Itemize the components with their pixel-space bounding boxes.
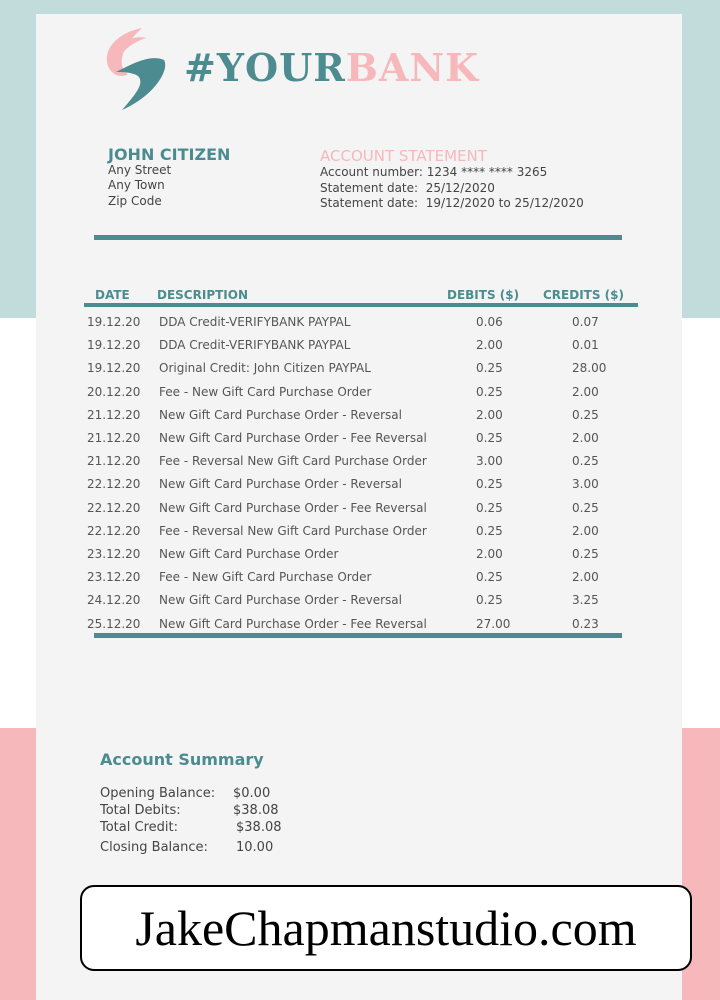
row-credit: 28.00: [572, 361, 607, 376]
account-number-line: [320, 165, 547, 180]
row-description: New Gift Card Purchase Order - Fee Reversal: [159, 431, 427, 445]
row-description: New Gift Card Purchase Order - Fee Reversal: [159, 616, 427, 631]
customer-street: Any Street: [108, 163, 172, 177]
row-description: Fee - Reversal New Gift Card Purchase Order: [159, 454, 427, 469]
column-header-date: DATE: [95, 288, 130, 302]
row-debit: 2.00: [476, 407, 503, 422]
summary-row: [100, 802, 340, 819]
watermark-text: JakeChapmanstudio.com: [135, 900, 637, 956]
row-date: 19.12.20: [87, 338, 141, 353]
row-credit: 0.23: [572, 616, 599, 631]
row-date: 19.12.20: [87, 315, 141, 329]
row-debit: 0.25: [476, 361, 503, 376]
swoosh-logo-icon: [98, 26, 168, 112]
row-description: Fee - Reversal New Gift Card Purchase Order: [159, 523, 427, 538]
summary-row: [100, 819, 340, 836]
row-description: New Gift Card Purchase Order - Reversal: [159, 407, 402, 422]
row-description: Fee - New Gift Card Purchase Order: [159, 384, 372, 399]
summary-value: $38.08: [233, 803, 279, 818]
summary-label: Total Credit:: [100, 820, 178, 835]
row-description: DDA Credit-VERIFYBANK PAYPAL: [159, 338, 351, 353]
row-date: 22.12.20: [87, 500, 141, 515]
account-summary-title: Account Summary: [100, 750, 264, 769]
row-description: New Gift Card Purchase Order - Reversal: [159, 477, 402, 492]
row-credit: 3.00: [572, 477, 599, 492]
row-debit: 27.00: [476, 616, 511, 631]
statement-period-label: Statement date:: [320, 196, 419, 210]
row-date: 21.12.20: [87, 407, 141, 422]
table-header-underline: [84, 303, 638, 307]
statement-period-value: 19/12/2020 to 25/12/2020: [425, 196, 584, 210]
row-credit: 2.00: [572, 523, 599, 538]
row-debit: 0.25: [476, 593, 503, 608]
row-credit: 0.25: [572, 407, 599, 422]
table-row: [0, 497, 720, 520]
row-description: New Gift Card Purchase Order - Fee Reversal: [159, 500, 427, 515]
row-credit: 3.25: [572, 593, 599, 608]
row-description: Fee - New Gift Card Purchase Order: [159, 570, 372, 585]
row-credit: 2.00: [572, 431, 599, 445]
statement-date-value: 25/12/2020: [425, 181, 495, 195]
table-row: [0, 357, 720, 380]
row-debit: 0.25: [476, 500, 503, 515]
row-date: 22.12.20: [87, 477, 141, 492]
row-description: New Gift Card Purchase Order: [159, 547, 339, 561]
header-divider: [94, 235, 622, 240]
row-debit: 2.00: [476, 338, 503, 353]
column-header-description: DESCRIPTION: [157, 288, 249, 302]
row-credit: 2.00: [572, 384, 599, 399]
table-row: [0, 381, 720, 404]
customer-zip: Zip Code: [108, 194, 162, 208]
row-debit: 0.25: [476, 523, 503, 538]
row-credit: 0.25: [572, 547, 599, 561]
table-row: [0, 404, 720, 427]
row-date: 21.12.20: [87, 431, 141, 445]
watermark-box: [80, 885, 692, 971]
row-debit: 0.25: [476, 384, 503, 399]
row-debit: 0.25: [476, 570, 503, 585]
row-credit: 0.25: [572, 500, 599, 515]
table-row: [0, 589, 720, 612]
row-debit: 0.25: [476, 477, 503, 492]
row-date: 23.12.20: [87, 547, 141, 561]
row-credit: 0.25: [572, 454, 599, 469]
statement-date-line: [320, 181, 495, 196]
table-row: [0, 311, 720, 334]
table-row: [0, 473, 720, 496]
table-row: [0, 427, 720, 450]
row-date: 24.12.20: [87, 593, 141, 608]
row-description: Original Credit: John Citizen PAYPAL: [159, 361, 371, 376]
row-date: 20.12.20: [87, 384, 141, 399]
account-number-value: 1234 **** **** 3265: [426, 165, 548, 179]
table-row: [0, 543, 720, 566]
row-date: 25.12.20: [87, 616, 141, 631]
row-debit: 0.06: [476, 315, 503, 329]
bank-name-suffix: BANK: [345, 45, 480, 90]
summary-label: Opening Balance:: [100, 786, 216, 801]
account-number-label: Account number:: [320, 165, 423, 179]
summary-row: [100, 839, 340, 856]
bank-name-prefix: #YOUR: [184, 45, 346, 90]
row-description: DDA Credit-VERIFYBANK PAYPAL: [159, 315, 351, 329]
row-credit: 2.00: [572, 570, 599, 585]
table-row: [0, 334, 720, 357]
row-credit: 0.07: [572, 315, 599, 329]
row-debit: 3.00: [476, 454, 503, 469]
row-date: 21.12.20: [87, 454, 141, 469]
row-debit: 0.25: [476, 431, 503, 445]
row-date: 22.12.20: [87, 523, 141, 538]
customer-name: JOHN CITIZEN: [108, 145, 231, 164]
statement-date-label: Statement date:: [320, 181, 419, 195]
statement-period-line: [320, 196, 584, 211]
table-row: [0, 450, 720, 473]
column-header-credits: CREDITS ($): [543, 288, 624, 302]
bank-name: [184, 45, 479, 91]
customer-town: Any Town: [108, 178, 165, 192]
summary-value: $38.08: [236, 820, 282, 835]
summary-row: [100, 785, 340, 802]
summary-label: Closing Balance:: [100, 840, 208, 855]
table-row: [0, 520, 720, 543]
summary-label: Total Debits:: [100, 803, 181, 818]
column-header-debits: DEBITS ($): [447, 288, 520, 302]
row-credit: 0.01: [572, 338, 599, 353]
table-bottom-divider: [94, 633, 622, 638]
statement-title: ACCOUNT STATEMENT: [320, 147, 487, 165]
table-row: [0, 566, 720, 589]
row-debit: 2.00: [476, 547, 503, 561]
row-date: 19.12.20: [87, 361, 141, 376]
row-description: New Gift Card Purchase Order - Reversal: [159, 593, 402, 608]
summary-value: 10.00: [236, 840, 274, 855]
summary-value: $0.00: [233, 786, 271, 801]
row-date: 23.12.20: [87, 570, 141, 585]
